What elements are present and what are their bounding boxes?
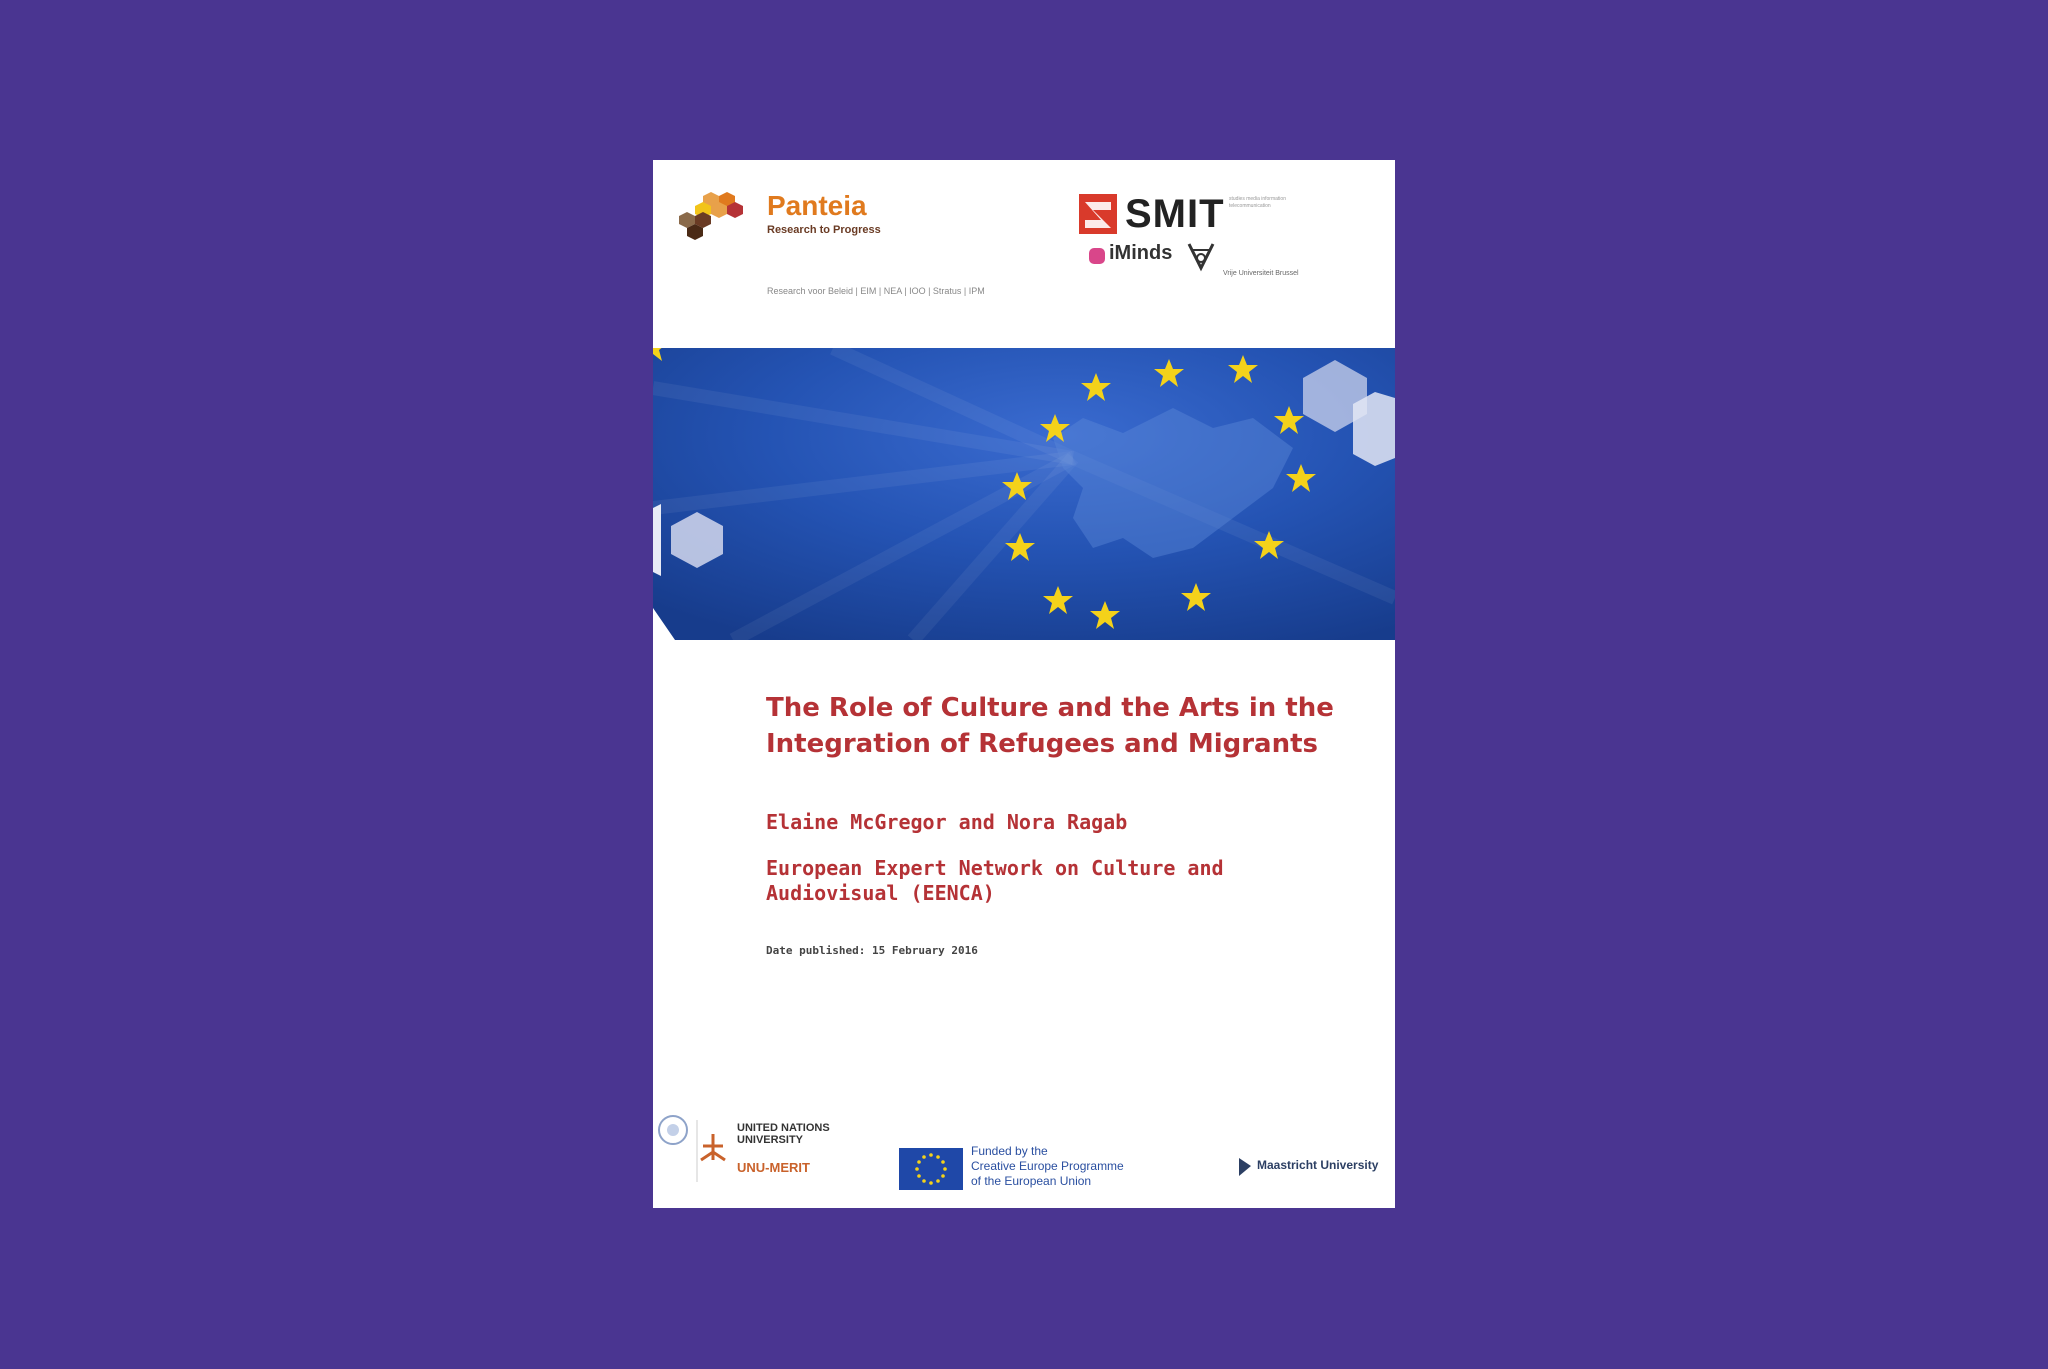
un-emblem-icon	[657, 1112, 733, 1192]
report-cover	[653, 160, 1395, 1208]
report-network: European Expert Network on Culture and Audiovisual (EENCA)	[766, 856, 1224, 905]
eu-banner-image	[653, 348, 1395, 640]
unu-line-1: UNITED NATIONS	[737, 1122, 830, 1134]
unu-merit-label: UNU-MERIT	[737, 1160, 810, 1175]
unu-merit-logo	[657, 1112, 857, 1202]
report-date: Date published: 15 February 2016	[766, 944, 978, 957]
eu-line-1: Funded by the	[971, 1144, 1048, 1158]
smit-s-icon	[1079, 194, 1121, 238]
panteia-subline: Research voor Beleid | EIM | NEA | IOO | Stratus | IPM	[767, 286, 985, 296]
maastricht-emblem-icon	[1237, 1156, 1255, 1178]
unu-line-2: UNIVERSITY	[737, 1134, 804, 1146]
report-authors: Elaine McGregor and Nora Ragab	[766, 810, 1128, 834]
vub-emblem-icon	[1185, 240, 1217, 272]
eu-funding-text	[971, 1144, 1124, 1189]
panteia-hexagon-icon	[667, 190, 757, 260]
panteia-tagline: Research to Progress	[767, 224, 881, 236]
unu-name	[737, 1122, 830, 1146]
iminds-icon	[1087, 246, 1107, 266]
eu-line-3: of the European Union	[971, 1174, 1092, 1188]
eu-line-2: Creative Europe Programme	[971, 1159, 1124, 1173]
eu-flag-stars-image	[653, 348, 1395, 640]
maastricht-logo: Maastricht University	[1257, 1158, 1379, 1172]
smit-small-text: studies media information telecommunication	[1229, 196, 1286, 209]
eu-funding-logo	[899, 1144, 1159, 1198]
iminds-name: iMinds	[1109, 242, 1173, 264]
panteia-logo	[667, 190, 1047, 296]
smit-name: SMIT	[1125, 192, 1225, 236]
panteia-name: Panteia	[767, 190, 867, 221]
smit-logo	[1079, 190, 1379, 300]
vub-name: Vrije Universiteit Brussel	[1223, 270, 1299, 277]
report-title: The Role of Culture and the Arts in the Integration of Refugees and Migrants	[766, 693, 1334, 759]
eu-flag-icon	[899, 1148, 963, 1190]
